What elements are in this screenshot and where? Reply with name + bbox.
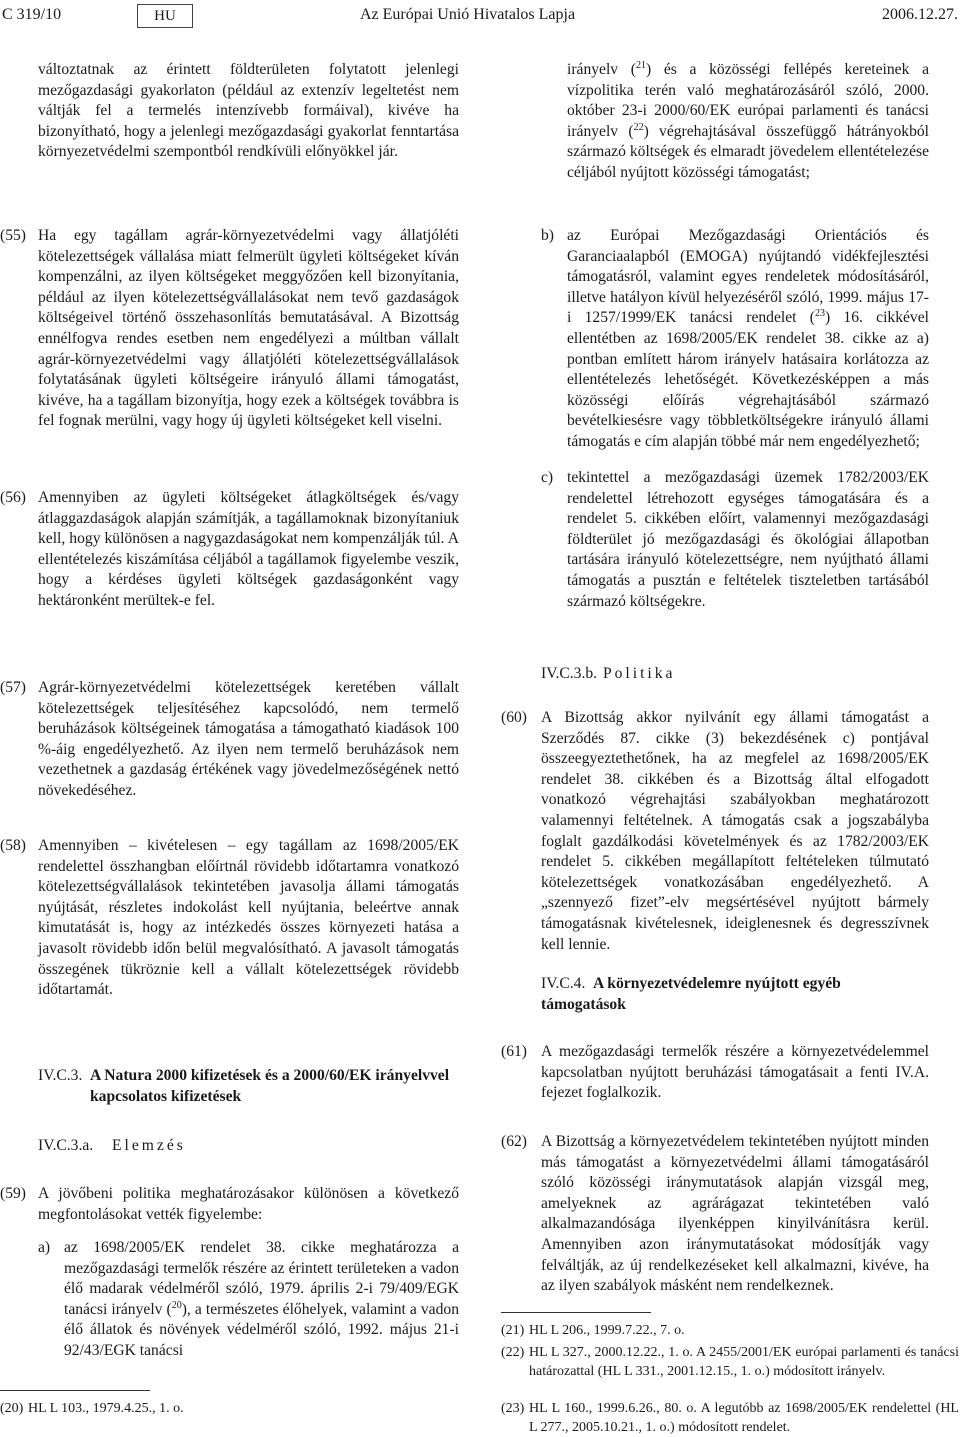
footnote-rule bbox=[0, 1390, 150, 1391]
paragraph-57 bbox=[0, 678, 459, 802]
intro-text: változtatnak az érintett földterületen folytatott jelenlegi mezőgazdasági gyakorlaton (például az extenzív legeltetést nem váltják fel a termelés intenzívebb formáival), kivéve ha bizonyítható, hogy a jelenlegi mezőgazdasági gyakorlat fenntartása környezetvédelmi szempontból rendkívüli előnyökkel jár. bbox=[38, 61, 459, 161]
page-header bbox=[0, 0, 960, 32]
section-heading-iv-c-3-b bbox=[541, 664, 929, 685]
list-text-part: az Európai Mezőgazdasági Orientációs és Garanciaalapból (EMOGA) nyújtandó vidékfejlesztési támogatásról, valamint egyes rendeletek módosításáról, illetve hatályon kívül helyezéséről szóló, 1999. május 17-i 1257/1999/EK tanácsi rendelet ( bbox=[567, 227, 929, 327]
paragraph-number: (56) bbox=[0, 489, 26, 506]
list-letter: b) bbox=[541, 227, 554, 244]
footnote-text: HL L 103., 1979.4.25., 1. o. bbox=[28, 1401, 184, 1416]
section-title: A Natura 2000 kifizetések és a 2000/60/EK irányelvvel kapcsolatos kifizetések bbox=[90, 1067, 450, 1105]
footnote-number: (20) bbox=[0, 1401, 24, 1416]
section-code: IV.C.3.b. bbox=[541, 665, 598, 682]
section-heading-iv-c-4 bbox=[541, 974, 929, 1015]
paragraph-text: Amennyiben az ügyleti költségeket átlagköltségek és/vagy átlaggazdaságok alapján számítják, a tagállamoknak bizonyítaniuk kell, hogy különösen a nagygazdaságokat nem kompenzálják túl. A ellentételezés kiszámítása céljából a tagállamok figyelembe veszik, hogy a kérdéses ügyleti költségek gazdaságonként vagy hektáronként merültek-e fel. bbox=[38, 489, 459, 609]
section-title: A környezetvédelemre nyújtott egyéb támogatások bbox=[541, 975, 841, 1013]
footnote-ref: 23 bbox=[814, 308, 825, 320]
list-item-b bbox=[541, 226, 929, 453]
footnote-ref: 22 bbox=[633, 121, 644, 133]
page-number: C 319/10 bbox=[2, 6, 62, 23]
paragraph-text: A Bizottság a környezetvédelem tekintetében nyújtott minden más támogatást a környezetvédelmi állami támogatásáról szóló közösségi iránymutatások alapján vizsgál meg, amelyeknek az agrárágazat tekintetében való alkalmazandósága ilyenképpen kinyilvánításra kerül. Amennyiben azon iránymutatásokat módosítják vagy felváltják, az új rendelkezéseket kell alkalmazni, kivéve, ha az ilyen szabályok másként nem rendelkeznek. bbox=[541, 1133, 929, 1295]
footnote-text: HL L 206., 1999.7.22., 7. o. bbox=[529, 1323, 685, 1338]
footnote-21 bbox=[501, 1322, 959, 1341]
list-text-part: ) 16. cikkével ellentétben az 1698/2005/EK rendelet 38. cikke az a) pontban említett három irányelv hatásaira korlátozza az ellentételezés lehetőségét. Következésképpen a más közösségi előírás végrehajtásából származó bevételkiesésre vagy többletköltségekre irányuló állami támogatás e cím alapján többé már nem engedélyezhető; bbox=[567, 309, 929, 450]
list-text: tekintettel a mezőgazdasági üzemek 1782/2003/EK rendelettel létrehozott egységes támogatására és a rendelet 5. cikkében előírt, valamennyi mezőgazdasági földterület jó mezőgazdasági és ökológiai állapotban tartására irányuló kötelezettségre, nem nyújtható állami támogatás a pusztán e feltételek tiszteletben tartásából származó költségekre. bbox=[567, 469, 929, 610]
footnote-number: (22) bbox=[501, 1345, 525, 1360]
paragraph-number: (57) bbox=[0, 679, 26, 696]
paragraph-58 bbox=[0, 836, 459, 1001]
journal-title: Az Európai Unió Hivatalos Lapja bbox=[360, 6, 576, 23]
continued-paragraph bbox=[567, 60, 929, 184]
footnote-22 bbox=[501, 1344, 959, 1381]
footnote-number: (21) bbox=[501, 1323, 525, 1338]
footnote-ref: 20 bbox=[171, 1299, 182, 1311]
list-text-part: az 1698/2005/EK rendelet 38. cikke meghatározza a mezőgazdasági termelők részére az érintett területeken a vadon élő madarak védelméről szóló, 1979. április 2-i 79/409/EGK tanácsi irányelv ( bbox=[64, 1239, 459, 1318]
issue-date: 2006.12.27. bbox=[882, 6, 958, 23]
footnote-number: (23) bbox=[501, 1401, 525, 1416]
paragraph-number: (61) bbox=[501, 1043, 527, 1060]
paragraph-61 bbox=[501, 1042, 929, 1104]
list-item-a bbox=[38, 1238, 459, 1362]
paragraph-62 bbox=[501, 1132, 929, 1297]
language-badge: HU bbox=[137, 4, 193, 28]
paragraph-56 bbox=[0, 488, 459, 612]
section-title: Elemzés bbox=[112, 1137, 186, 1154]
paragraph-text: A Bizottság akkor nyilvánít egy állami támogatást a Szerződés 87. cikke (3) bekezdésének c) pontjával összeegyeztethetőnek, ha az megfelel az 1698/2005/EK rendelet 38. cikkében és a Bizottság által elfogadott vonatkozó végrehajtási szabályokban meghatározott valamennyi feltételnek. A támogatás csak a jogszabályba foglalt gazdálkodási követelmények és az 1782/2003/EK rendelet 5. cikkében megállapított feltételeken túlmutató kötelezettségek vonatkozásában engedélyezhető. A „szennyező fizet”-elv megsértésével nyújtott bármely támogatásnak kivételesnek, ideiglenesnek és degresszívnek kell lennie. bbox=[541, 709, 929, 953]
list-letter: c) bbox=[541, 469, 554, 486]
paragraph-55 bbox=[0, 226, 459, 432]
section-code: IV.C.4. bbox=[541, 975, 586, 992]
paragraph-number: (55) bbox=[0, 227, 26, 244]
list-item-c bbox=[541, 468, 929, 612]
section-heading-iv-c-3 bbox=[38, 1066, 459, 1107]
continued-text bbox=[567, 60, 929, 184]
text-part: irányelv ( bbox=[567, 61, 636, 78]
list-text-part: ), a természetes élőhelyek, valamint a vadon élő állatok és növények védelméről szóló, 1992. május 21-i 92/43/EGK tanácsi bbox=[64, 1300, 459, 1359]
footnote-text: HL L 327., 2000.12.22., 1. o. A 2455/2001/EK európai parlamenti és tanácsi határozattal (HL L 331., 2001.12.15., 1. o.) módosított irányelv. bbox=[529, 1345, 959, 1379]
footnote-text: HL L 160., 1999.6.26., 80. o. A legutóbb az 1698/2005/EK rendelettel (HL L 277., 2005.10.21., 1. o.) módosított rendelet. bbox=[529, 1401, 959, 1435]
paragraph-number: (62) bbox=[501, 1133, 527, 1150]
paragraph-number: (60) bbox=[501, 709, 527, 726]
footnote-ref: 21 bbox=[635, 59, 646, 71]
footnote-20 bbox=[0, 1400, 459, 1419]
section-code: IV.C.3. bbox=[38, 1067, 83, 1084]
list-text bbox=[64, 1238, 459, 1362]
section-code: IV.C.3.a. bbox=[38, 1137, 94, 1154]
paragraph-text: Agrár-környezetvédelmi kötelezettségek keretében vállalt kötelezettségek teljesítéséhez kapcsolódó, nem termelő beruházások költségeinek támogatása a támogatható kiadások 100 %-áig engedélyezhető. Az ilyen nem termelő beruházások nem vezethetnek a gazdaság értékének vagy jövedelmezőségének nettó növekedéséhez. bbox=[38, 679, 459, 799]
paragraph-text: Ha egy tagállam agrár-környezetvédelmi vagy állatjóléti kötelezettségek vállalása miatt felmerült ügyleti költségeket kíván kompenzálni, az ilyen költségeket meggyőzően kell bizonyítania, például az ilyen kötelezettségvállalásokat nem tevő gazdaságok költségeivel történő összehasonlítás bemutatásával. A Bizottság ennélfogva rendes esetben nem engedélyezi a múltban vállalt agrár-környezetvédelmi vagy állatjóléti kötelezettségvállalások folytatásának ügyleti költségeire irányuló állami támogatást, kivéve, ha a tagállam bizonyítja, hogy ezek a költségek továbbra is fel fognak merülni, vagy hogy új ügyleti költségeket kell viselni. bbox=[38, 227, 459, 430]
paragraph-number: (59) bbox=[0, 1185, 26, 1202]
text-part: ) végrehajtásával összefüggő hátrányokból származó költségek és elmaradt jövedelem ellentételezése céljából nyújtott közösségi támogatást; bbox=[567, 122, 929, 181]
paragraph-number: (58) bbox=[0, 837, 26, 854]
footnote-rule bbox=[501, 1312, 651, 1313]
paragraph-60 bbox=[501, 708, 929, 955]
footnote-23 bbox=[501, 1400, 959, 1437]
list-letter: a) bbox=[38, 1239, 51, 1256]
intro-paragraph bbox=[38, 60, 459, 163]
paragraph-59 bbox=[0, 1184, 459, 1225]
paragraph-text: A mezőgazdasági termelők részére a környezetvédelemmel kapcsolatban nyújtott beruházási támogatásait a fenti IV.A. fejezet foglalkozik. bbox=[541, 1043, 929, 1102]
section-title: Politika bbox=[602, 665, 676, 682]
paragraph-text: A jövőbeni politika meghatározásakor különösen a következő megfontolásokat vették figyelembe: bbox=[38, 1185, 459, 1223]
list-text bbox=[567, 226, 929, 453]
text-part: ) és a közösségi fellépés kereteinek a vízpolitika terén való meghatározásáról szóló, 2000. október 23-i 2000/60/EK európai parlamenti és tanácsi irányelv ( bbox=[567, 61, 929, 140]
paragraph-text: Amennyiben – kivételesen – egy tagállam az 1698/2005/EK rendelettel összhangban előírtnál rövidebb időtartamra vonatkozó kötelezettségvállalások tekintetében javasolja állami támogatás nyújtását, részletes indokolást kell nyújtania, beleértve annak kimutatását is, hogy az intézkedés összes környezeti hatása a javasolt rövidebb időn belül megvalósítható. A javasolt támogatás összegének tükröznie kell a vállalt kötelezettségek rövidebb időtartamát. bbox=[38, 837, 459, 999]
